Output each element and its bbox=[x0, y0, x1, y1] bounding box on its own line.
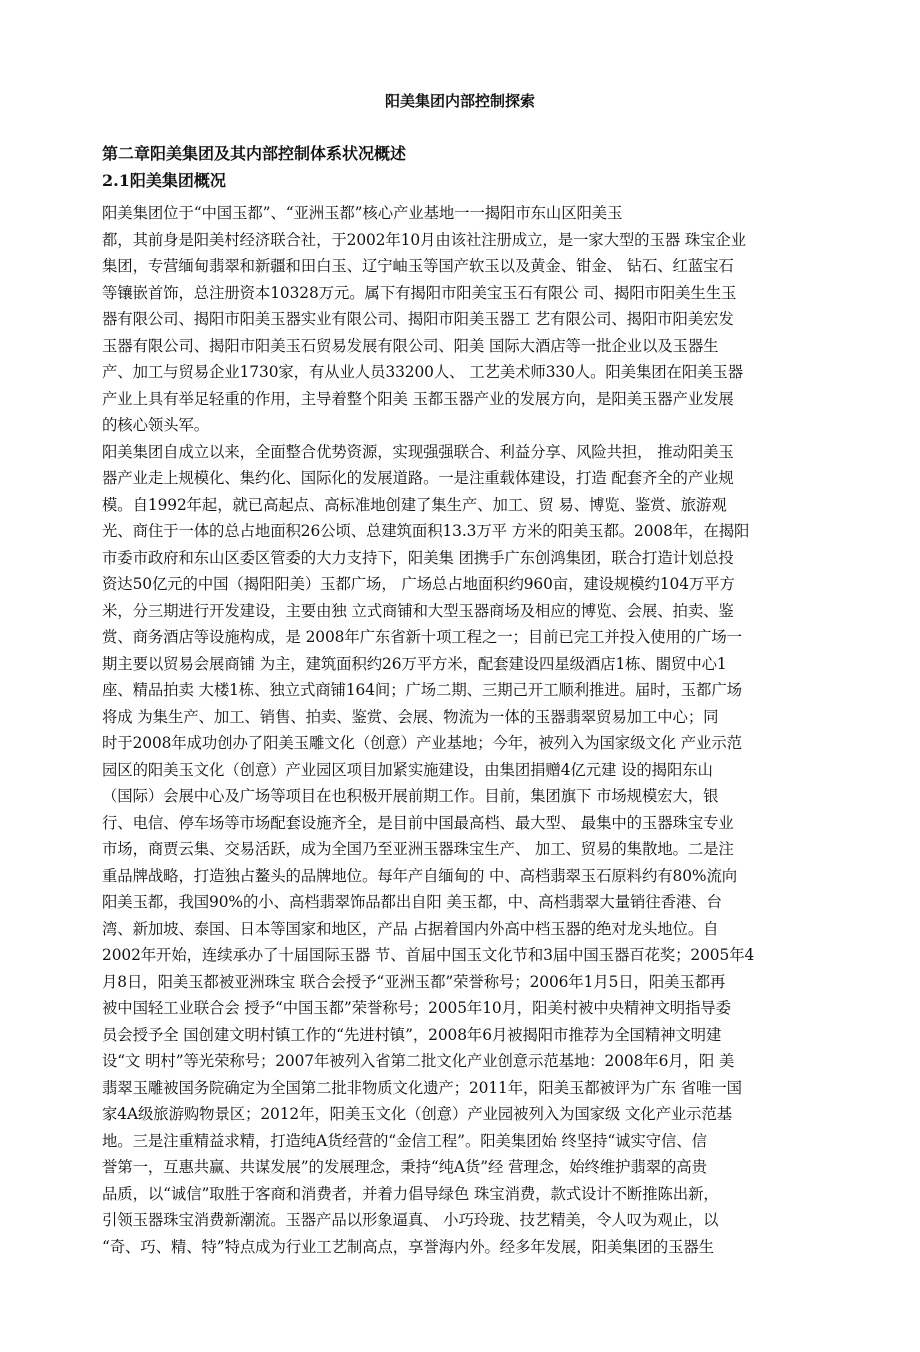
text-line: 湾、新加坡、泰国、日本等国家和地区，产品 占据着国内外高中档玉器的绝对龙头地位。自 bbox=[102, 919, 719, 938]
text-line: 阳美集团自成立以来，全面整合优势资源，实现强强联合、利益分享、风险共担， 推动阳美玉 bbox=[102, 442, 734, 461]
text-line: 地。三是注重精益求精，打造纯A货经营的“金信工程”。阳美集团始 终坚持“诚实守信、信 bbox=[102, 1131, 707, 1150]
text-line: “奇、巧、精、特”特点成为行业工艺制高点，享誉海内外。经多年发展，阳美集团的玉器生 bbox=[102, 1237, 714, 1256]
text-line: 员会授予全 国创建文明村镇工作的“先进村镇”，2008年6月被揭阳市推荐为全国精神文明建 bbox=[102, 1025, 722, 1044]
text-line: 玉器有限公司、揭阳市阳美玉石贸易发展有限公司、阳美 国际大酒店等一批企业以及玉器生 bbox=[102, 336, 719, 355]
text-line: 赏、商务酒店等设施构成，是 2008年广东省新十项工程之一；目前已完工并投入使用的广场一 bbox=[102, 628, 742, 646]
text-line: 等镶嵌首饰，总注册资本10328万元。属下有揭阳市阳美宝玉石有限公 司、揭阳市阳美生生玉 bbox=[102, 283, 737, 302]
text-line: 阳美集团位于“中国玉都”、“亚洲玉都”核心产业基地一一揭阳市东山区阳美玉 bbox=[102, 204, 623, 222]
text-line: 引领玉器珠宝消费新潮流。玉器产品以形象逼真、 小巧玲珑、技艺精美，令人叹为观止，以 bbox=[102, 1211, 719, 1229]
text-line: 光、商住于一体的总占地面积26公顷、总建筑面积13.3万平 方米的阳美玉都。2008年，在揭阳 bbox=[102, 522, 750, 540]
section-heading: 2.1阳美集团概况 bbox=[102, 171, 226, 190]
text-line: 器产业走上规模化、集约化、国际化的发展道路。一是注重载体建设，打造 配套齐全的产业规 bbox=[102, 469, 734, 487]
text-line: 米，分三期进行开发建设，主要由独 立式商铺和大型玉器商场及相应的博览、会展、拍卖、鉴 bbox=[102, 601, 734, 620]
text-line: 2002年开始，连续承办了十届国际玉器 节、首届中国玉文化节和3届中国玉器百花奖；2005年4 bbox=[102, 946, 755, 964]
text-line: 誉第一，互惠共赢、共谋发展”的发展理念，秉持“纯A货”经 营理念，始终维护翡翠的高贵 bbox=[102, 1158, 707, 1176]
text-line: 翡翠玉雕被国务院确定为全国第二批非物质文化遗产；2011年，阳美玉都被评为广东 省唯一国 bbox=[102, 1078, 742, 1097]
text-line: 市委市政府和东山区委区管委的大力支持下，阳美集 团携手广东创鸿集团，联合打造计划总投 bbox=[102, 548, 734, 567]
text-line: 市场，商贾云集、交易活跃，成为全国乃至亚洲玉器珠宝生产、 加工、贸易的集散地。二是注 bbox=[102, 840, 734, 858]
text-line: 座、精品拍卖 大楼1栋、独立式商铺164间；广场二期、三期己开工顺利推进。届时，玉都广场 bbox=[102, 681, 742, 699]
body-text bbox=[102, 200, 818, 1260]
text-line: 园区的阳美玉文化（创意）产业园区项目加紧实施建设，由集团捐赠4亿元建 设的揭阳东山 bbox=[102, 760, 713, 779]
text-line: 资达50亿元的中国（揭阳阳美）玉都广场， 广场总占地面积约960亩，建设规模约104万平方 bbox=[102, 575, 735, 593]
text-line: 集团，专营缅甸翡翠和新疆和田白玉、辽宁岫玉等国产软玉以及黄金、钳金、 钻石、红蓝宝石 bbox=[102, 257, 734, 275]
text-line: 时于2008年成功创办了阳美玉雕文化（创意）产业基地；今年，被列入为国家级文化 产业示范 bbox=[102, 734, 742, 752]
chapter-heading: 第二章阳美集团及其内部控制体系状况概述 bbox=[102, 144, 407, 163]
text-line: 家4A级旅游购物景区；2012年，阳美玉文化（创意）产业园被列入为国家级 文化产业示范基 bbox=[102, 1105, 733, 1123]
text-line: 将成 为集生产、加工、销售、拍卖、鉴赏、会展、物流为一体的玉器翡翠贸易加工中心；同 bbox=[102, 707, 719, 726]
text-line: 重品牌战略，打造独占鳌头的品牌地位。每年产自缅甸的 中、高档翡翠玉石原料约有80%流向 bbox=[102, 866, 738, 885]
text-line: 都，其前身是阳美村经济联合社，于2002年10月由该社注册成立，是一家大型的玉器 珠宝企业 bbox=[102, 230, 746, 249]
text-line: 设“文 明村”等光荣称号；2007年被列入省第二批文化产业创意示范基地：2008年6月，阳 美 bbox=[102, 1052, 735, 1070]
text-line: 产、加工与贸易企业1730家，有从业人员33200人、 工艺美术师330人。阳美集团在阳美玉器 bbox=[102, 363, 743, 381]
text-line: 被中国轻工业联合会 授予“中国玉都”荣誉称号；2005年10月，阳美村被中央精神文明指导委 bbox=[102, 999, 731, 1017]
text-line: 阳美玉都，我国90%的小、高档翡翠饰品都出自阳 美玉都，中、高档翡翠大量销往香港、台 bbox=[102, 893, 722, 911]
document-title: 阳美集团内部控制探索 bbox=[384, 92, 535, 110]
text-line: 模。自1992年起，就已高起点、高标准地创建了集生产、加工、贸 易、博览、鉴赏、旅游观 bbox=[102, 495, 727, 514]
text-line: 期主要以贸易会展商铺 为主，建筑面积约26万平方米，配套建设四星级酒店1栋、閤贸中心1 bbox=[102, 654, 727, 673]
text-line: 的核心领头军。 bbox=[102, 416, 210, 434]
text-line: 月8日，阳美玉都被亚洲珠宝 联合会授予“亚洲玉都”荣誉称号；2006年1月5日，阳美玉都再 bbox=[102, 972, 726, 991]
text-line: 产业上具有举足轻重的作用，主导着整个阳美 玉都玉器产业的发展方向，是阳美玉器产业发展 bbox=[102, 389, 734, 408]
text-line: （国际）会展中心及广场等项目在也积极开展前期工作。目前，集团旗下 市场规模宏大，银 bbox=[102, 787, 719, 805]
text-line: 行、电信、停车场等市场配套设施齐全，是目前中国最高档、最大型、 最集中的玉器珠宝专业 bbox=[102, 813, 734, 832]
text-line: 器有限公司、揭阳市阳美玉器实业有限公司、揭阳市阳美玉器工 艺有限公司、揭阳市阳美宏发 bbox=[102, 310, 734, 328]
text-line: 品质，以“诚信”取胜于客商和消费者，并着力倡导绿色 珠宝消费，款式设计不断推陈出新， bbox=[102, 1184, 719, 1203]
